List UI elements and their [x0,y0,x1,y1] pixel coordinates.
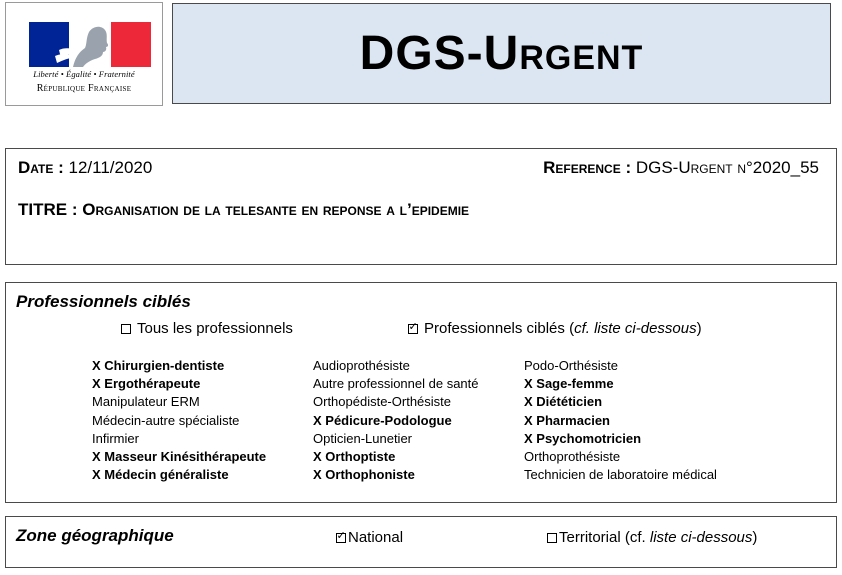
reference-value: DGS-Urgent n°2020_55 [635,158,819,177]
checkbox-unchecked-icon[interactable] [121,324,131,334]
date-field [18,158,152,178]
republique-francaise-logo [5,2,163,106]
professions-column-1 [92,357,266,484]
option-targeted-label: Professionnels ciblés (cf. liste ci-dessous) [424,320,702,337]
profession-item: Autre professionnel de santé [313,376,479,392]
profession-item: Audioprothésiste [313,358,410,373]
profession-item: Manipulateur ERM [92,394,200,410]
profession-item: X Masseur Kinésithérapeute [92,448,267,464]
profession-item: X Chirurgien-dentiste [92,358,225,373]
profession-item: Opticien-Lunetier [313,430,412,446]
document-type-title: DGS-Urgent [359,27,644,80]
profession-item: Médecin-autre spécialiste [92,412,240,428]
reference-label: Reference : [543,158,632,177]
option-territorial-label: Territorial (cf. liste ci-dessous) [559,529,758,546]
document-info-box [5,148,837,265]
target-professionals-box [5,282,837,503]
document-header [172,3,831,104]
geographic-zone-box [5,516,837,568]
profession-item: Technicien de laboratoire médical [524,467,717,483]
republic-motto: Liberté • Égalité • Fraternité [33,69,135,79]
profession-item: X Pédicure-Podologue [313,412,452,428]
option-national-label: National [348,529,404,546]
zone-section-title: Zone géographique [16,526,174,545]
checkbox-checked-icon[interactable] [336,533,346,543]
profession-item: X Orthophoniste [313,467,415,483]
profession-item: X Ergothérapeute [92,376,201,392]
profession-item: Orthoprothésiste [524,448,621,464]
profession-item: Podo-Orthésiste [524,358,618,373]
professions-column-3 [524,357,717,484]
profession-item: X Orthoptiste [313,448,396,464]
option-all-professionals[interactable] [121,320,293,337]
profession-item: Orthopédiste-Orthésiste [313,394,452,410]
title-label: TITRE : [18,200,78,219]
profession-item: X Pharmacien [524,412,610,428]
title-value: Organisation de la telesante en reponse a l’epidemie [82,200,470,219]
option-all-label: Tous les professionnels [137,320,293,337]
profession-item: X Médecin généraliste [92,467,229,483]
checkbox-checked-icon[interactable] [408,324,418,334]
profession-item: X Sage-femme [524,376,614,392]
option-targeted-professionals[interactable] [408,320,702,337]
date-value: 12/11/2020 [68,158,153,177]
reference-field [543,158,819,178]
professions-column-2 [313,357,479,484]
option-territorial[interactable] [547,529,757,546]
professionals-section-title: Professionnels ciblés [16,292,191,311]
date-label: Date : [18,158,64,177]
checkbox-unchecked-icon[interactable] [547,533,557,543]
marianne-flag-icon [29,22,151,67]
profession-item: X Psychomotricien [524,430,642,446]
profession-item: X Diététicien [524,394,603,410]
republic-name: République Française [36,83,132,94]
profession-item: Infirmier [92,430,139,446]
option-national[interactable] [336,529,403,546]
document-title-field [18,200,469,220]
